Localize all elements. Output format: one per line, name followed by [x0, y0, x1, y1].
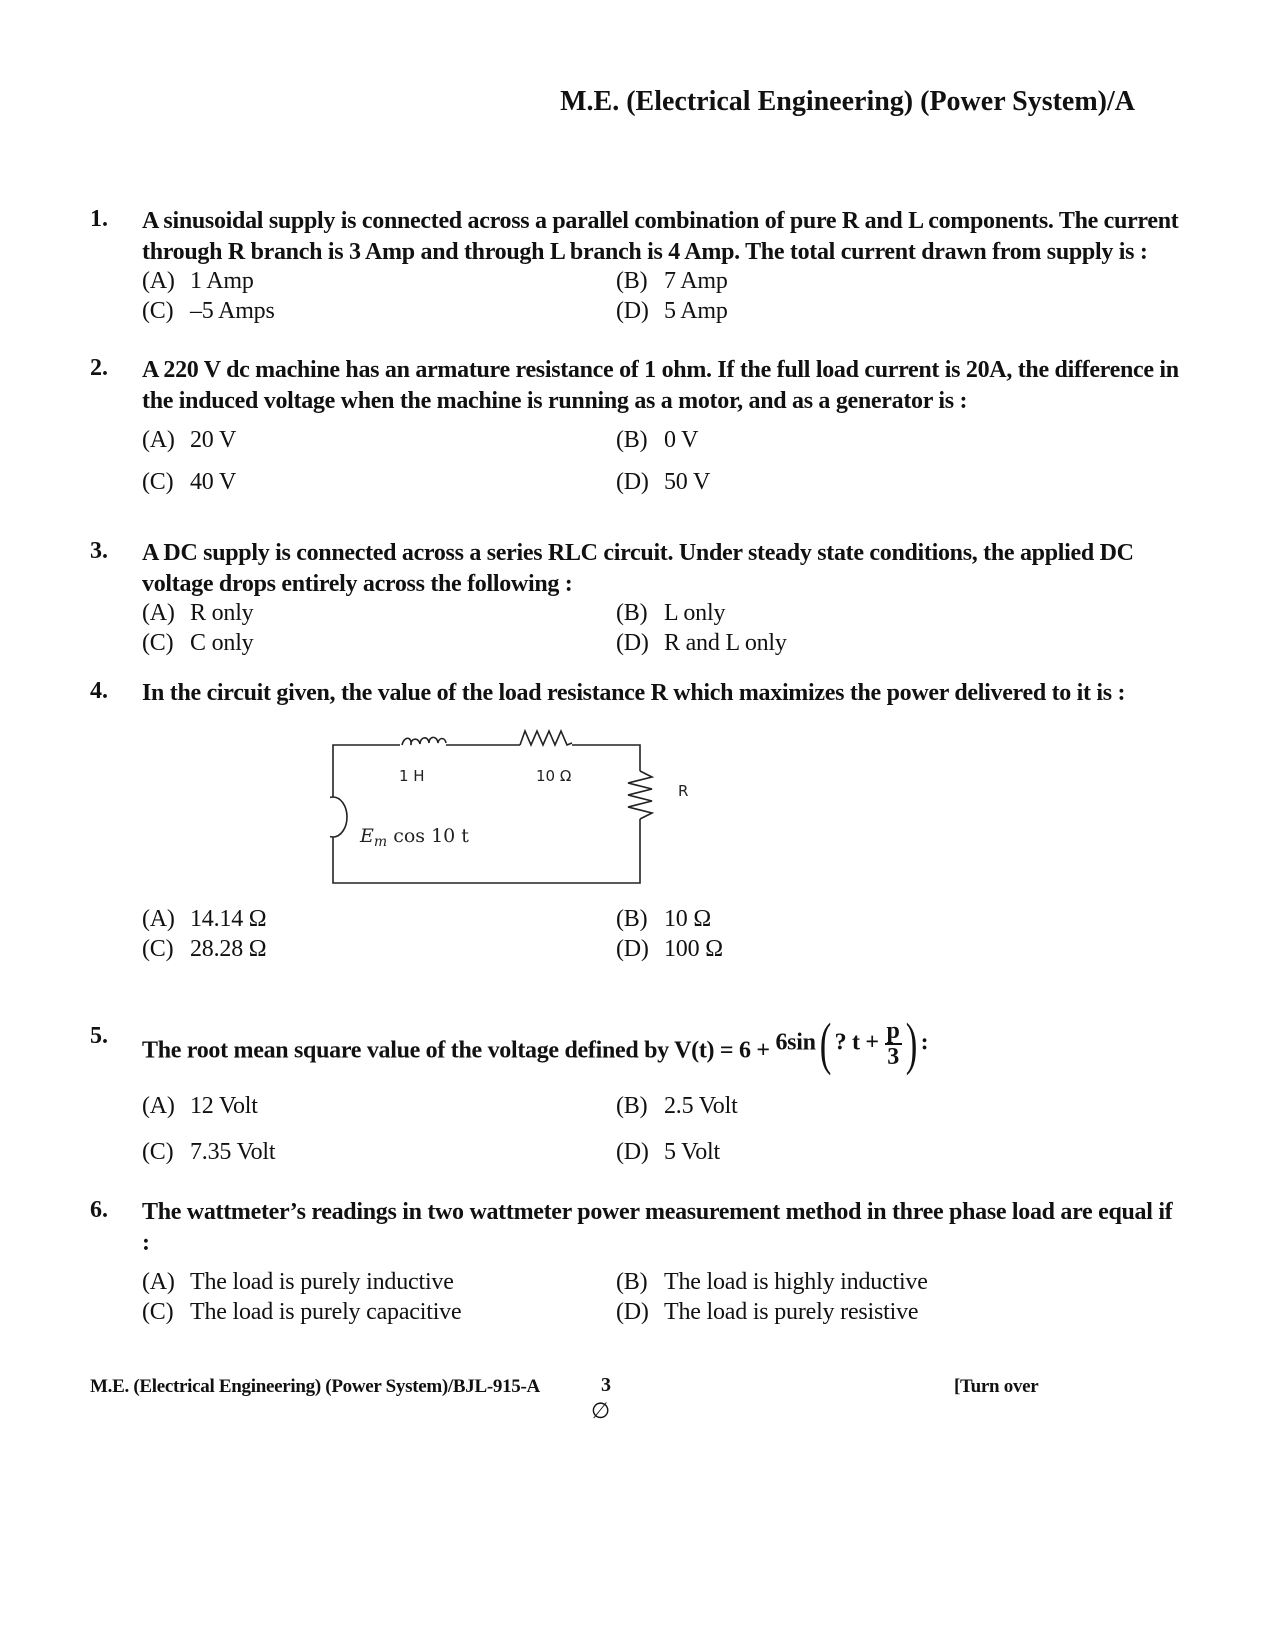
option-c: (C) 28.28 Ω [142, 936, 267, 962]
circuit-wire-right-top [572, 745, 640, 771]
option-d: (D) The load is purely resistive [616, 1299, 919, 1325]
option-a: (A) R only [142, 600, 254, 626]
option-d: (D) 5 Amp [616, 298, 728, 324]
option-b: (B) 10 Ω [616, 906, 712, 932]
option-d: (D) 50 V [616, 469, 711, 495]
question-number: 2. [90, 355, 108, 381]
voltage-formula: 6sin( ? t + $\frac{p}{3}$ ) : [775, 1011, 929, 1076]
question-number: 6. [90, 1197, 108, 1223]
circuit-wire-bottom [333, 819, 640, 883]
circuit-diagram [330, 715, 660, 890]
question-text: In the circuit given, the value of the load resistance R which maximizes the power delivered to it is : [142, 680, 1126, 706]
question-text: The root mean square value of the voltage defined by V(t) = 6 + 6sin( ? t + $\frac{p}{3}$ ) : [142, 1011, 929, 1076]
inductor-label: 1 H [399, 767, 425, 785]
option-a: (A) 20 V [142, 427, 237, 453]
option-b: (B) The load is highly inductive [616, 1269, 928, 1295]
question-text: A sinusoidal supply is connected across a parallel combination of pure R and L components. The current through R branch is 3 Amp and through L branch is 4 Amp. The total current drawn from supply is : [142, 208, 1179, 265]
question-number: 1. [90, 206, 108, 232]
voltage-source-symbol [330, 797, 347, 837]
option-a: (A) 12 Volt [142, 1093, 258, 1119]
load-resistor-symbol [628, 771, 652, 819]
resistor-symbol [520, 731, 572, 745]
question-text: A DC supply is connected across a series RLC circuit. Under steady state conditions, the applied DC voltage drops entirely across the following : [142, 540, 1134, 597]
option-d: (D) 5 Volt [616, 1139, 720, 1165]
option-d: (D) R and L only [616, 630, 787, 656]
option-c: (C) The load is purely capacitive [142, 1299, 462, 1325]
footer-paper-code: M.E. (Electrical Engineering) (Power System)/BJL-915-A [90, 1376, 540, 1397]
question-1 [90, 206, 1180, 324]
inductor-symbol [402, 737, 446, 745]
turn-over-note: [Turn over [954, 1376, 1039, 1397]
option-b: (B) 2.5 Volt [616, 1093, 738, 1119]
question-number: 3. [90, 538, 108, 564]
option-c: (C) C only [142, 630, 254, 656]
option-b: (B) L only [616, 600, 726, 626]
question-number: 4. [90, 678, 108, 704]
page-header: M.E. (Electrical Engineering) (Power System)/A [560, 86, 1135, 117]
option-b: (B) 7 Amp [616, 268, 728, 294]
page-number: 3 [601, 1374, 611, 1396]
option-b: (B) 0 V [616, 427, 699, 453]
question-text: A 220 V dc machine has an armature resistance of 1 ohm. If the full load current is 20A, the difference in the induced voltage when the machine is running as a motor, and as a generator is : [142, 357, 1179, 414]
question-3 [90, 538, 1180, 656]
question-text: The wattmeter’s readings in two wattmeter power measurement method in three phase load are equal if : [142, 1199, 1173, 1256]
load-resistor-label: R [678, 782, 689, 800]
footer-mark: ∅ [591, 1398, 611, 1423]
question-6 [90, 1197, 1180, 1325]
circuit-wire-left-top [333, 745, 400, 799]
source-label: $E_m$ cos 10 t [360, 825, 469, 850]
option-a: (A) 1 Amp [142, 268, 254, 294]
option-c: (C) 40 V [142, 469, 237, 495]
option-a: (A) The load is purely inductive [142, 1269, 454, 1295]
option-c: (C) –5 Amps [142, 298, 275, 324]
question-2 [90, 355, 1180, 495]
resistor-label: 10 Ω [536, 767, 572, 785]
question-5 [90, 1011, 1180, 1081]
option-c: (C) 7.35 Volt [142, 1139, 276, 1165]
option-a: (A) 14.14 Ω [142, 906, 267, 932]
option-d: (D) 100 Ω [616, 936, 723, 962]
question-4 [90, 678, 1180, 709]
question-number: 5. [90, 1023, 108, 1049]
